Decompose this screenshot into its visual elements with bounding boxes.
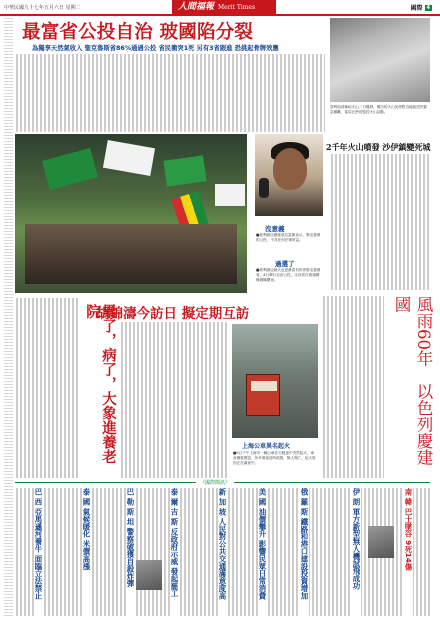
volcano-headline: 2千年火山噴發 沙伊鎮變死城: [326, 142, 431, 152]
margin-strip: [4, 18, 13, 616]
brief-item: [82, 488, 91, 616]
brief-item: [300, 488, 309, 616]
brief-place: 新 加 坡: [218, 488, 227, 516]
brief-title: 反政府示威 發起罷工: [170, 527, 179, 598]
brief-item: [34, 488, 43, 616]
newspaper-logo: [172, 0, 276, 14]
tram-photo: [232, 324, 318, 438]
brief-title: 軍方新型無人機試飛成功: [352, 507, 361, 590]
brief-item: [170, 488, 179, 616]
brief-title: 亞馬遜河養牛 面臨立法禁止: [34, 507, 43, 600]
brief-item: [352, 488, 361, 616]
tram-caption-body: ■5日下午上海市一輛公車在行駛途中突然起火，車身嚴重燒毀，所幸乘客及時疏散，無人傷亡，起火原因正在調查中。: [233, 451, 316, 465]
brief-title: 氣候暖化 米價高漲: [82, 507, 91, 570]
logo-english: Merit Times: [218, 4, 256, 11]
brief-item: [126, 488, 135, 616]
supporters-caption-body: ■玻利維亞最大也是最富有的省聖克魯斯省，4日舉行自治公投，支持者在街頭揮舞旗幟慶祝。: [256, 268, 321, 282]
israel-headline: 風雨60年 以色列慶建國: [392, 296, 433, 466]
briefs-section-label: 《國際簡訊》: [196, 479, 234, 486]
lead-headline: 最富省公投自治 玻國陷分裂: [22, 22, 254, 43]
brief-place: 伊 朗: [352, 488, 361, 506]
brief-place: 巴 西: [34, 488, 43, 506]
date-line: 中華民國九十七年五月六日 星期二: [4, 5, 81, 11]
volcano-photo: [330, 18, 430, 102]
page-number: 4: [426, 4, 430, 11]
lead-subhead: 為獨享天然氣收入 聖克魯斯省86%通過公投 省民衝突1死 另有3省跟進 恐挑起骨牌效應: [32, 45, 279, 52]
morales-caption-body: ■玻利維亞總統莫拉雷斯表示，聖克魯斯的公投，不具任何法律效益。: [256, 233, 321, 242]
brief-place: 泰 國: [82, 488, 91, 506]
brief-place: 南 韓: [404, 488, 413, 506]
morales-caption-title: 沒意義: [265, 225, 285, 233]
brief-title: 人民對公共交通滿意度高: [218, 517, 227, 600]
tram-caption-title: 上海公車異名起火: [242, 443, 291, 450]
elephant-headline: 累了，病了，大象進養老院: [84, 304, 117, 464]
brief-place: 巴 勒 斯 坦: [126, 488, 135, 526]
elephant-article-text: [15, 298, 79, 478]
brief-photo: [136, 560, 162, 590]
lead-article-text: [15, 54, 325, 132]
hu-headline: 胡錦濤今訪日 擬定期互訪: [96, 306, 250, 322]
brief-title: 鐵路和港口建設投資增加: [300, 517, 309, 600]
brief-photo: [368, 526, 394, 558]
supporters-caption-title: 過選了: [275, 260, 295, 268]
brief-place: 美 國: [258, 488, 267, 506]
photo-morales: [255, 134, 323, 216]
brief-place: 泰 爾 吉 斯: [170, 488, 179, 526]
israel-article-text: [322, 296, 384, 478]
brief-title: 油價攀升 影響民眾日常消費: [258, 507, 267, 600]
brief-item: [404, 488, 413, 616]
header-rule: [0, 14, 440, 16]
volcano-article-text: [330, 154, 430, 290]
brief-title: 警察破獲自殺炸彈: [126, 527, 135, 588]
brief-title: 巴士墜谷 9死14傷: [404, 507, 413, 571]
page-section: [411, 3, 433, 12]
brief-item: [258, 488, 267, 616]
brief-item: [218, 488, 227, 616]
volcano-caption: 智利南部柴坦火山二日爆發，噴出的火山灰使附近地區居民緊急撤離，當局正密切監控火山活動。: [330, 105, 428, 114]
brief-place: 俄 羅 斯: [300, 488, 309, 516]
lead-photo-crowd: [15, 134, 247, 293]
section-name: 國際: [410, 5, 423, 12]
logo-text: 人間福報: [178, 2, 215, 12]
hu-article-text: [120, 322, 228, 478]
